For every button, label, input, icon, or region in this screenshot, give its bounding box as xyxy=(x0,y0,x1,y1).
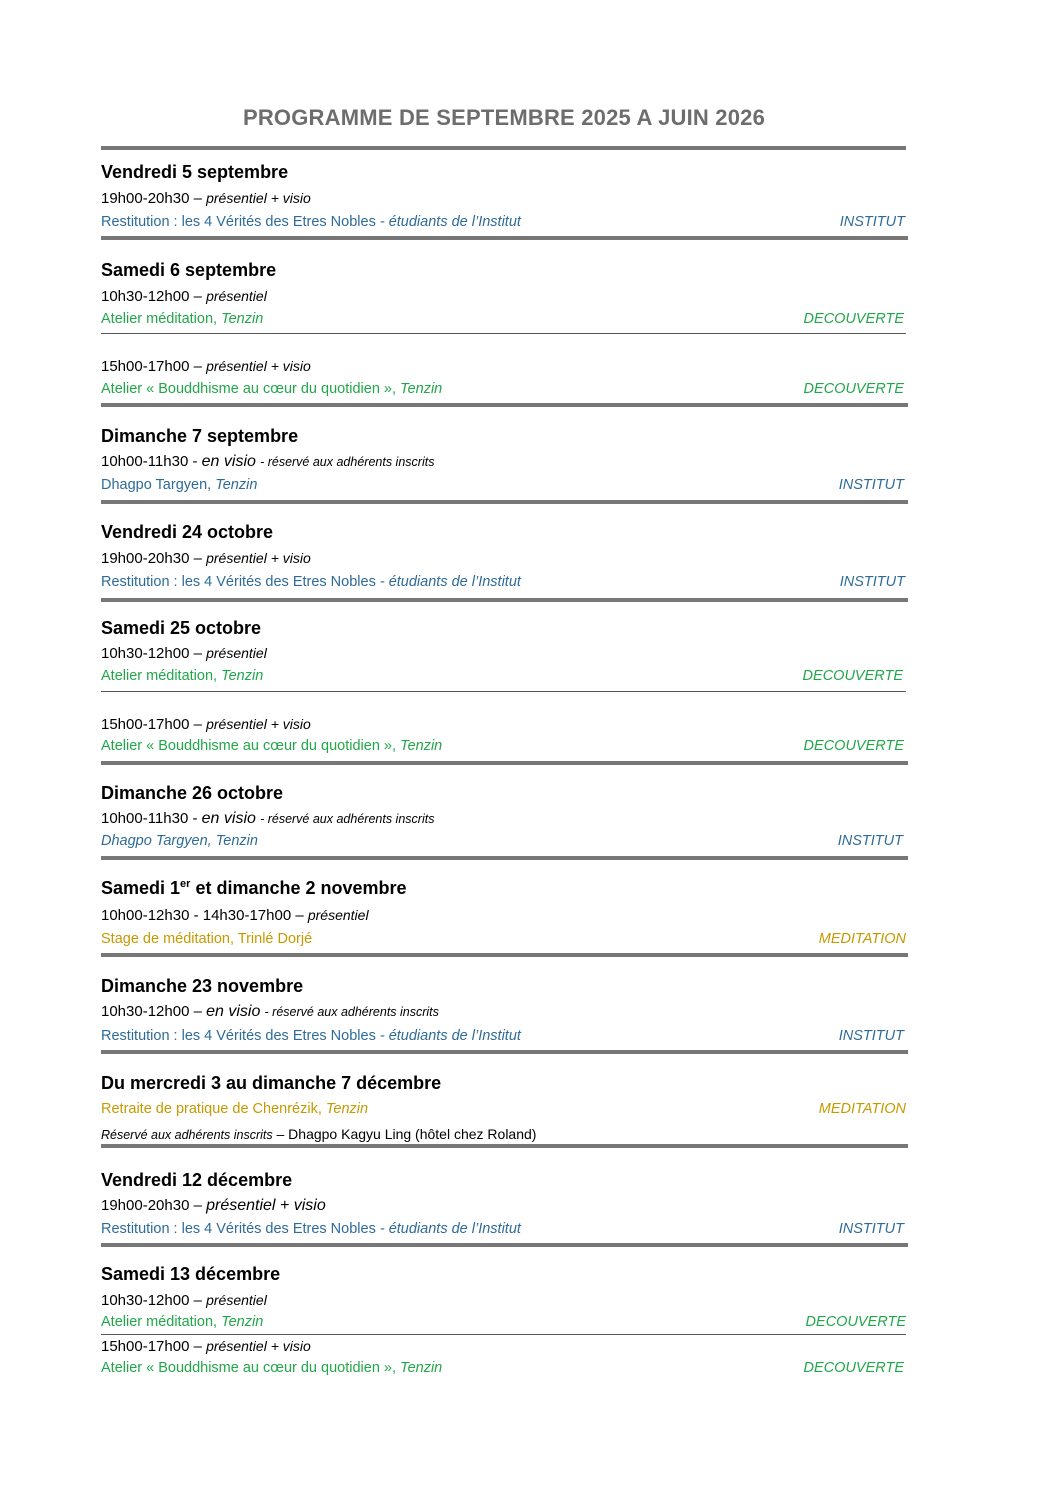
event-time: 10h30-12h00 – en visio - réservé aux adhérents inscrits xyxy=(101,1003,439,1020)
category-badge: INSTITUT xyxy=(838,1028,904,1044)
event-date: Vendredi 5 septembre xyxy=(101,162,289,182)
category-badge: MEDITATION xyxy=(818,931,906,947)
event-activity: Restitution : les 4 Vérités des Etres Nobles - étudiants de l’Institut xyxy=(101,1221,521,1237)
event-activity: Stage de méditation, Trinlé Dorjé xyxy=(101,931,313,947)
divider xyxy=(101,1334,906,1335)
divider xyxy=(101,500,908,504)
category-badge: INSTITUT xyxy=(838,477,904,493)
event-time: 15h00-17h00 – présentiel + visio xyxy=(101,716,311,733)
divider xyxy=(101,333,906,334)
category-badge: DECOUVERTE xyxy=(803,381,904,397)
category-badge: INSTITUT xyxy=(837,833,903,849)
divider xyxy=(101,761,908,765)
divider xyxy=(101,1243,908,1247)
event-date: Samedi 13 décembre xyxy=(101,1264,281,1284)
event-time: 10h00-12h30 - 14h30-17h00 – présentiel xyxy=(101,907,369,924)
event-date: Vendredi 24 octobre xyxy=(101,522,274,542)
event-activity: Restitution : les 4 Vérités des Etres Nobles - étudiants de l’Institut xyxy=(101,574,521,590)
category-badge: DECOUVERTE xyxy=(802,668,903,684)
event-date: Vendredi 12 décembre xyxy=(101,1170,293,1190)
divider xyxy=(101,691,906,692)
event-activity: Atelier « Bouddhisme au cœur du quotidien », Tenzin xyxy=(101,381,443,397)
event-date: Dimanche 23 novembre xyxy=(101,976,304,996)
event-activity: Dhagpo Targyen, Tenzin xyxy=(101,833,258,849)
event-date: Samedi 25 octobre xyxy=(101,618,262,638)
category-badge: DECOUVERTE xyxy=(803,311,904,327)
event-activity: Dhagpo Targyen, Tenzin xyxy=(101,477,258,493)
category-badge: DECOUVERTE xyxy=(805,1314,906,1330)
category-badge: DECOUVERTE xyxy=(803,738,904,754)
category-badge: INSTITUT xyxy=(839,574,905,590)
event-date: Dimanche 7 septembre xyxy=(101,426,299,446)
divider xyxy=(101,953,908,957)
event-activity: Retraite de pratique de Chenrézik, Tenzin xyxy=(101,1101,369,1117)
divider xyxy=(101,146,906,150)
event-note: Réservé aux adhérents inscrits – Dhagpo Kagyu Ling (hôtel chez Roland) xyxy=(101,1126,537,1142)
event-activity: Atelier méditation, Tenzin xyxy=(101,311,264,327)
event-date: Du mercredi 3 au dimanche 7 décembre xyxy=(101,1073,442,1093)
event-time: 10h00-11h30 - en visio - réservé aux adhérents inscrits xyxy=(101,810,435,827)
divider xyxy=(101,598,908,602)
category-badge: MEDITATION xyxy=(818,1101,906,1117)
divider xyxy=(101,856,908,860)
event-date: Dimanche 26 octobre xyxy=(101,783,284,803)
event-time: 15h00-17h00 – présentiel + visio xyxy=(101,358,311,375)
category-badge: INSTITUT xyxy=(838,1221,904,1237)
divider xyxy=(101,1144,908,1148)
event-activity: Atelier « Bouddhisme au cœur du quotidien », Tenzin xyxy=(101,1360,443,1376)
event-activity: Atelier « Bouddhisme au cœur du quotidien », Tenzin xyxy=(101,738,443,754)
event-time: 19h00-20h30 – présentiel + visio xyxy=(101,550,311,567)
event-activity: Atelier méditation, Tenzin xyxy=(101,1314,264,1330)
event-activity: Restitution : les 4 Vérités des Etres Nobles - étudiants de l’Institut xyxy=(101,1028,521,1044)
divider xyxy=(101,1050,908,1054)
event-date: Samedi 1er et dimanche 2 novembre xyxy=(101,878,407,898)
event-time: 10h30-12h00 – présentiel xyxy=(101,288,267,305)
event-time: 15h00-17h00 – présentiel + visio xyxy=(101,1338,311,1355)
event-activity: Atelier méditation, Tenzin xyxy=(101,668,264,684)
divider xyxy=(101,403,908,407)
event-time: 19h00-20h30 – présentiel + visio xyxy=(101,1197,326,1214)
event-time: 19h00-20h30 – présentiel + visio xyxy=(101,190,311,207)
event-time: 10h00-11h30 - en visio - réservé aux adhérents inscrits xyxy=(101,453,435,470)
event-activity: Restitution : les 4 Vérités des Etres Nobles - étudiants de l’Institut xyxy=(101,214,521,230)
category-badge: DECOUVERTE xyxy=(803,1360,904,1376)
event-time: 10h30-12h00 – présentiel xyxy=(101,645,267,662)
divider xyxy=(101,236,908,240)
page-title: PROGRAMME DE SEPTEMBRE 2025 A JUIN 2026 xyxy=(242,105,766,130)
event-date: Samedi 6 septembre xyxy=(101,260,277,280)
event-time: 10h30-12h00 – présentiel xyxy=(101,1292,267,1309)
category-badge: INSTITUT xyxy=(839,214,905,230)
